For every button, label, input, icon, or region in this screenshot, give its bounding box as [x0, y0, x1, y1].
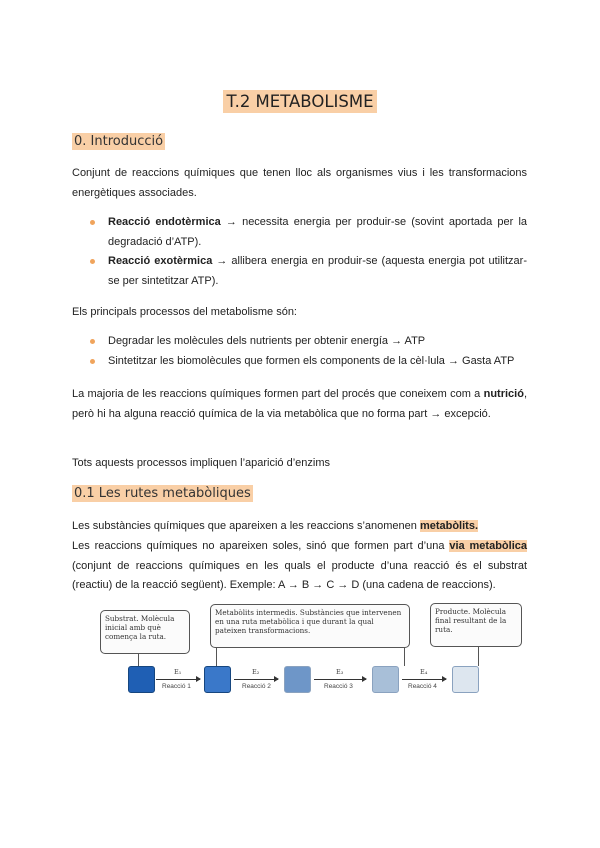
section-heading-rutes: 0.1 Les rutes metabòliques	[74, 486, 251, 501]
term-exotermica: Reacció exotèrmica	[108, 255, 213, 267]
page-title: T.2 METABOLISME	[223, 90, 376, 113]
term-via-metabolica: via metabòlica	[449, 540, 527, 552]
reaction-arrow-3	[314, 679, 366, 680]
metabolits-line: Les substàncies químiques que apareixen a les reaccions s’anomenen metabòlits.	[72, 520, 479, 532]
reaction-label-4: Reacció 4	[408, 683, 437, 690]
reaction-label-2: Reacció 2	[242, 683, 271, 690]
enzyme-label-4: E₄	[420, 668, 428, 676]
list-item: Sintetitzar les biomolècules que formen els components de la cèl·lula → Gasta ATP	[90, 352, 527, 372]
enzims-paragraph: Tots aquests processos impliquen l’aparició d’enzims	[72, 457, 331, 469]
product-box: Producte. Molècula final resultant de la ruta.	[430, 603, 522, 647]
reaction-types-list	[90, 213, 527, 291]
list-item: Reacció endotèrmica → necessita energia per produir-se (sovint aportada per la degradació d’ATP).	[90, 213, 527, 252]
reaction-arrow-4	[402, 679, 446, 680]
via-metabolica-paragraph: Les reaccions químiques no apareixen soles, sinó que formen part d’una via metabòlica (conjunt de reaccions químiques en les quals el producte d’una reacció és el substrat (reactiu) de la reacció següent). Exemple: A → B → C → D (una cadena de reaccions).	[72, 540, 527, 591]
term-nutricio: nutrició	[483, 388, 524, 400]
processes-list	[90, 332, 527, 371]
enzyme-label-3: E₃	[336, 668, 344, 676]
substrate-box: Substrat. Molècula inicial amb què comença la ruta.	[100, 610, 190, 654]
metabolite-e	[452, 666, 479, 693]
metabolic-route-figure	[94, 601, 524, 703]
list-item: Degradar les molècules dels nutrients per obtenir energía → ATP	[90, 332, 527, 352]
reaction-arrow-1	[156, 679, 200, 680]
intro-paragraph: Conjunt de reaccions químiques que tenen lloc als organismes vius i les transformacions energètiques associades.	[72, 167, 527, 199]
term-endotermica: Reacció endotèrmica	[108, 216, 221, 228]
enzyme-label-2: E₂	[252, 668, 260, 676]
intermediate-metabolites-box: Metabòlits intermedis. Substàncies que intervenen en una ruta metabòlica i que durant la qual pateixen transformacions.	[210, 604, 410, 648]
metabolite-c	[284, 666, 311, 693]
reaction-label-3: Reacció 3	[324, 683, 353, 690]
section-heading-introduccio: 0. Introducció	[74, 134, 164, 149]
processes-intro: Els principals processos del metabolisme són:	[72, 306, 297, 318]
reaction-label-1: Reacció 1	[162, 683, 191, 690]
nutricio-paragraph: La majoria de les reaccions químiques formen part del procés que coneixem com a nutrició, però hi ha alguna reacció química de la via metabòlica que no forma part → excepció.	[72, 388, 527, 420]
enzyme-label-1: E₁	[174, 668, 182, 676]
reaction-arrow-2	[234, 679, 278, 680]
metabolite-b	[204, 666, 231, 693]
list-item: Reacció exotèrmica → allibera energia en produir-se (aquesta energia pot utilitzar-se per sintetitzar ATP).	[90, 252, 527, 291]
term-metabolits: metabòlits.	[419, 520, 479, 532]
metabolite-d	[372, 666, 399, 693]
metabolite-a	[128, 666, 155, 693]
